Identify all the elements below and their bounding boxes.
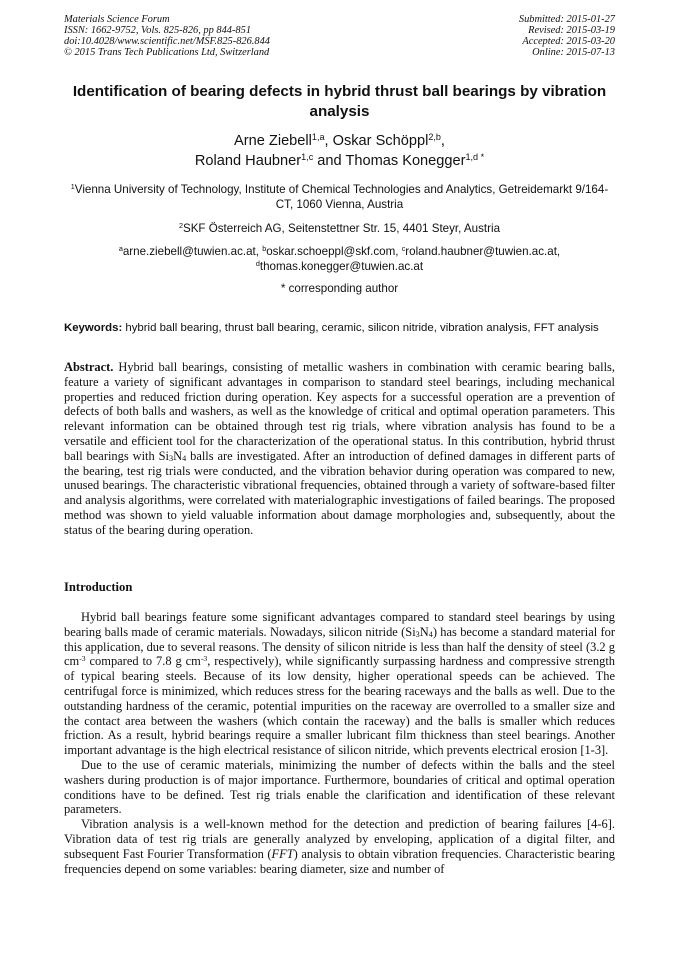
paragraph [64, 817, 615, 876]
date-revised: Revised: 2015-03-19 [528, 25, 615, 36]
journal-copyright: © 2015 Trans Tech Publications Ltd, Switzerland [64, 47, 270, 58]
affiliation-text: SKF Österreich AG, Seitenstettner Str. 15, 4401 Steyr, Austria [182, 222, 501, 235]
author-separator: and [313, 153, 346, 169]
author-separator: , [440, 133, 445, 149]
abstract-text: balls are investigated. After an introduction of defined damages in different parts of the bearing, test rig trials were conducted, and the vibration behavior during operation was compared to new, unused bearings. The characteristic vibrational frequencies, obtained through a variety of software-based filter and analysis algorithms, were correlated with materialographic investigations of failed bearings. The proposed method was shown to yield valuable information about damage morphologies and, subsequently, about the status of the bearing during operation. [64, 448, 615, 537]
formula-element: N [419, 624, 429, 639]
abstract-text: Hybrid ball bearings, consisting of metallic washers in combination with ceramic bearing balls, feature a variety of significant advantages in comparison to standard steel bearings, including mechanical properties and reduced friction during operation. Key aspects for a successful operation are a prevention of defects of both balls and washers, as well as the knowledge of critical and optimal operation parameters. This relevant information can be obtained through test rig trials, where vibration analysis has found to be a versatile and efficient tool for the characterization of the operational status. In this contribution, hybrid thrust ball bearings with Si [64, 360, 615, 463]
email-address: roland.haubner@tuwien.ac.at, [405, 245, 561, 258]
date-accepted: Accepted: 2015-03-20 [522, 36, 615, 47]
formula-subscript: 4 [428, 630, 433, 640]
paper-title: Identification of bearing defects in hybrid thrust ball bearings by vibration analysis [72, 83, 607, 120]
section-heading-introduction: Introduction [64, 580, 133, 594]
author-affiliation-mark: 1,c [301, 152, 314, 163]
email-mark: a [118, 244, 123, 254]
email-mark: c [401, 244, 406, 254]
email-mark: d [255, 258, 260, 268]
paragraph [64, 610, 615, 758]
email-address: arne.ziebell@tuwien.ac.at, [122, 245, 263, 258]
affiliation-mark: 1 [70, 182, 75, 192]
paragraph-text: Vibration analysis is a well-known method for the detection and prediction of bearing failures [4-6]. Vibration data of test rig trials are generally analyzed by enveloping, application of a digital filter, and subsequent Fast Fourier Transformation ( [64, 817, 615, 861]
date-online: Online: 2015-07-13 [532, 47, 615, 58]
author-affiliation-mark: 1,d * [465, 152, 485, 163]
email-address: thomas.konegger@tuwien.ac.at [259, 259, 424, 273]
author-name: Arne Ziebell [234, 133, 312, 149]
journal-info [64, 14, 270, 58]
affiliation-text: Vienna University of Technology, Institute of Chemical Technologies and Analytics, Getreidemarkt 9/164-CT, 1060 Vienna, Austria [74, 183, 609, 211]
author-name: Oskar Schöppl [332, 133, 429, 149]
author-list [64, 131, 615, 171]
publication-dates [519, 14, 615, 58]
journal-doi: doi:10.4028/www.scientific.net/MSF.825-826.844 [64, 36, 270, 47]
affiliation-1 [64, 183, 615, 213]
keywords-label: Keywords: [64, 322, 123, 334]
email-mark: b [262, 244, 267, 254]
author-emails [64, 245, 615, 275]
author-affiliation-mark: 2,b [428, 132, 441, 143]
paragraph-text: Hybrid ball bearings feature some significant advantages compared to standard steel bearings by using bearing balls made of ceramic materials. Nowadays, silicon nitride (Si [64, 610, 615, 639]
introduction-body [64, 610, 615, 876]
keywords [64, 321, 615, 336]
corresponding-author-note: * corresponding author [280, 282, 399, 295]
formula-subscript: 3 [169, 454, 174, 463]
formula-element: N [173, 448, 183, 463]
keywords-text: hybrid ball bearing, thrust ball bearing, ceramic, silicon nitride, vibration analysis, FFT analysis [122, 322, 599, 334]
author-name: Thomas Konegger [345, 153, 466, 169]
affiliation-mark: 2 [178, 221, 183, 231]
unit-exponent: -3 [79, 654, 86, 664]
author-affiliation-mark: 1,a [311, 132, 325, 143]
paragraph: Due to the use of ceramic materials, minimizing the number of defects within the balls and the steel washers during production is of major importance. Furthermore, boundaries of critical and optimal operation conditions have to be defined. Test rig trials enable the clarification and identification of these relevant parameters. [64, 757, 615, 817]
unit-exponent: -3 [200, 654, 208, 664]
formula-subscript: 3 [415, 630, 420, 640]
journal-issn: ISSN: 1662-9752, Vols. 825-826, pp 844-851 [64, 25, 252, 36]
email-address: oskar.schoeppl@skf.com, [266, 245, 402, 258]
emphasis: FFT [271, 846, 294, 861]
date-submitted: Submitted: 2015-01-27 [518, 14, 615, 25]
author-separator: , [324, 133, 333, 149]
affiliation-2 [64, 222, 615, 237]
abstract [64, 360, 615, 538]
paragraph-text: , respectively), while significantly surpassing hardness and compressive strength of typical bearing steels. Because of its low density, higher operational speeds can be achieved. The centrifugal force is minimized, which reduces stress for the bearing raceways and the balls as well. Due to the outstanding hardness of the ceramic, potential impurities on the raceway are overrolled to a smaller size and the contact area between the washers (which contain the raceway) and the balls is smaller which reduces friction. As a result, hybrid bearings require a smaller lubricant film thickness than steel bearings. Another important advantage is the high electrical resistance of silicon nitride, which prevents electrical erosion [1-3]. [64, 654, 616, 758]
author-name: Roland Haubner [194, 153, 302, 169]
journal-name: Materials Science Forum [64, 14, 170, 25]
paragraph-text: ) analysis to obtain vibration frequencies. Characteristic bearing frequencies depend on some variables: bearing diameter, size and number of [64, 846, 615, 876]
paragraph-text: ) has become a standard material for this application, due to several reasons. The density of silicon nitride is less than half the density of steel (3.2 g cm [64, 624, 615, 669]
paragraph-text: compared to 7.8 g cm [85, 654, 201, 669]
formula-subscript: 4 [182, 454, 187, 463]
abstract-label: Abstract. [64, 360, 114, 374]
